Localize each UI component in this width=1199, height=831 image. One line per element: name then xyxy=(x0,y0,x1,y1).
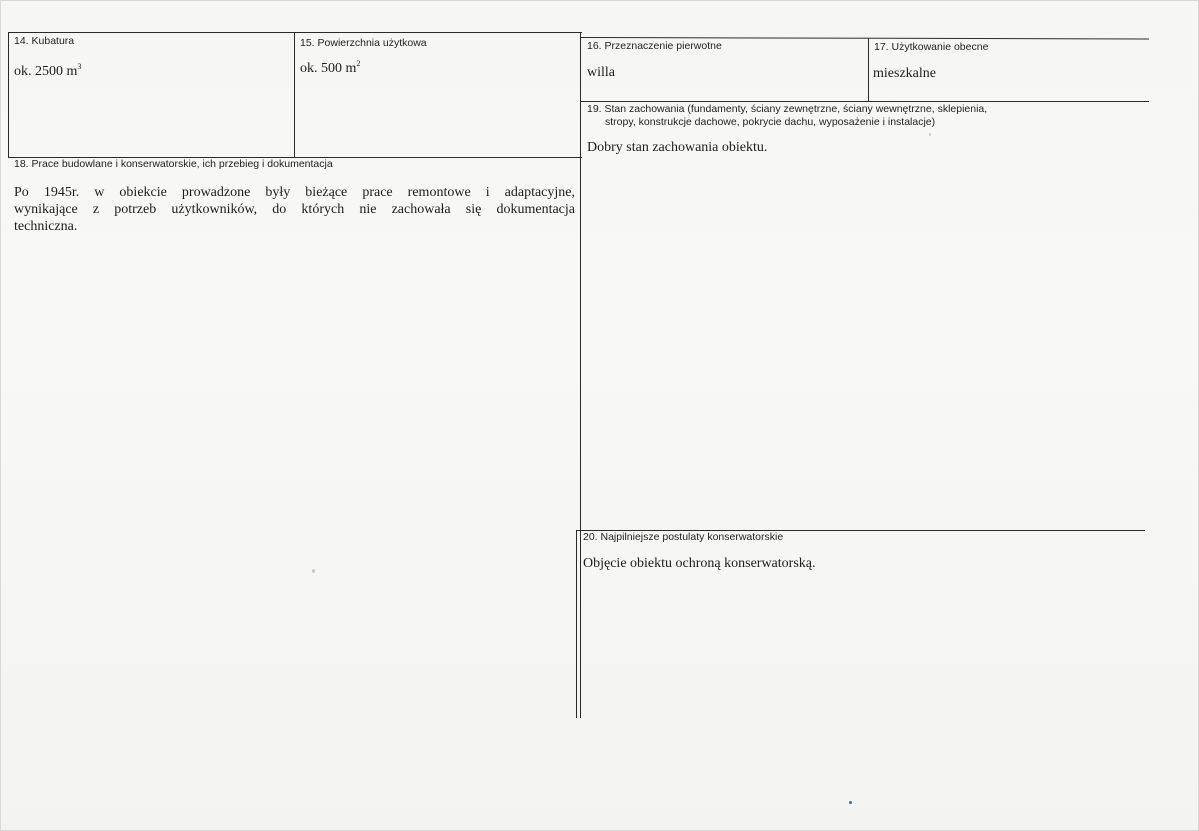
field-15-value xyxy=(300,61,360,77)
field-18-text xyxy=(14,184,575,235)
field-17-label: 17. Użytkowanie obecne xyxy=(874,41,989,53)
field-19-label: 19. Stan zachowania (fundamenty, ściany zewnętrzne, ściany wewnętrzne, sklepienia, xyxy=(587,103,988,115)
rule-center-divider xyxy=(580,33,581,718)
field-18-line: techniczna. xyxy=(14,219,78,234)
field-19-value: Dobry stan zachowania obiektu. xyxy=(587,140,768,155)
rule-divider-16-17 xyxy=(868,38,869,102)
field-20-label: 20. Najpilniejsze postulaty konserwatorskie xyxy=(583,531,784,543)
field-18-line: Po 1945r. w obiekcie prowadzone były bieżące prace remontowe i adaptacyjne, xyxy=(14,185,575,200)
ink-stain-mark xyxy=(849,801,852,804)
field-20-value: Objęcie obiektu ochroną konserwatorską. xyxy=(583,556,816,571)
rule-left-edge xyxy=(8,32,9,157)
field-16-label: 16. Przeznaczenie pierwotne xyxy=(587,40,722,52)
field-14-value xyxy=(14,64,81,80)
field-14-value-text: ok. 2500 m xyxy=(14,64,78,79)
field-16-value: willa xyxy=(587,65,615,80)
paper-speck xyxy=(312,569,315,573)
field-15-label: 15. Powierzchnia użytkowa xyxy=(300,37,427,49)
rule-center-divider-lower xyxy=(576,530,577,718)
field-14-label: 14. Kubatura xyxy=(14,35,75,47)
field-18-label: 18. Prace budowlane i konserwatorskie, ich przebieg i dokumentacja xyxy=(14,158,333,170)
rule-under-16-17 xyxy=(581,101,1149,102)
paper-speck xyxy=(929,133,931,136)
field-17-value: mieszkalne xyxy=(873,66,936,81)
field-15-value-text: ok. 500 m xyxy=(300,61,357,76)
rule-divider-14-15 xyxy=(294,32,295,157)
field-14-value-exponent: 3 xyxy=(77,62,82,71)
field-19-label-continued: stropy, konstrukcje dachowe, pokrycie dachu, wyposażenie i instalacje) xyxy=(605,116,936,128)
field-15-value-exponent: 2 xyxy=(356,59,361,68)
rule-top-left xyxy=(8,32,582,33)
field-18-line: wynikające z potrzeb użytkowników, do których nie zachowała się dokumentacja xyxy=(14,202,575,217)
